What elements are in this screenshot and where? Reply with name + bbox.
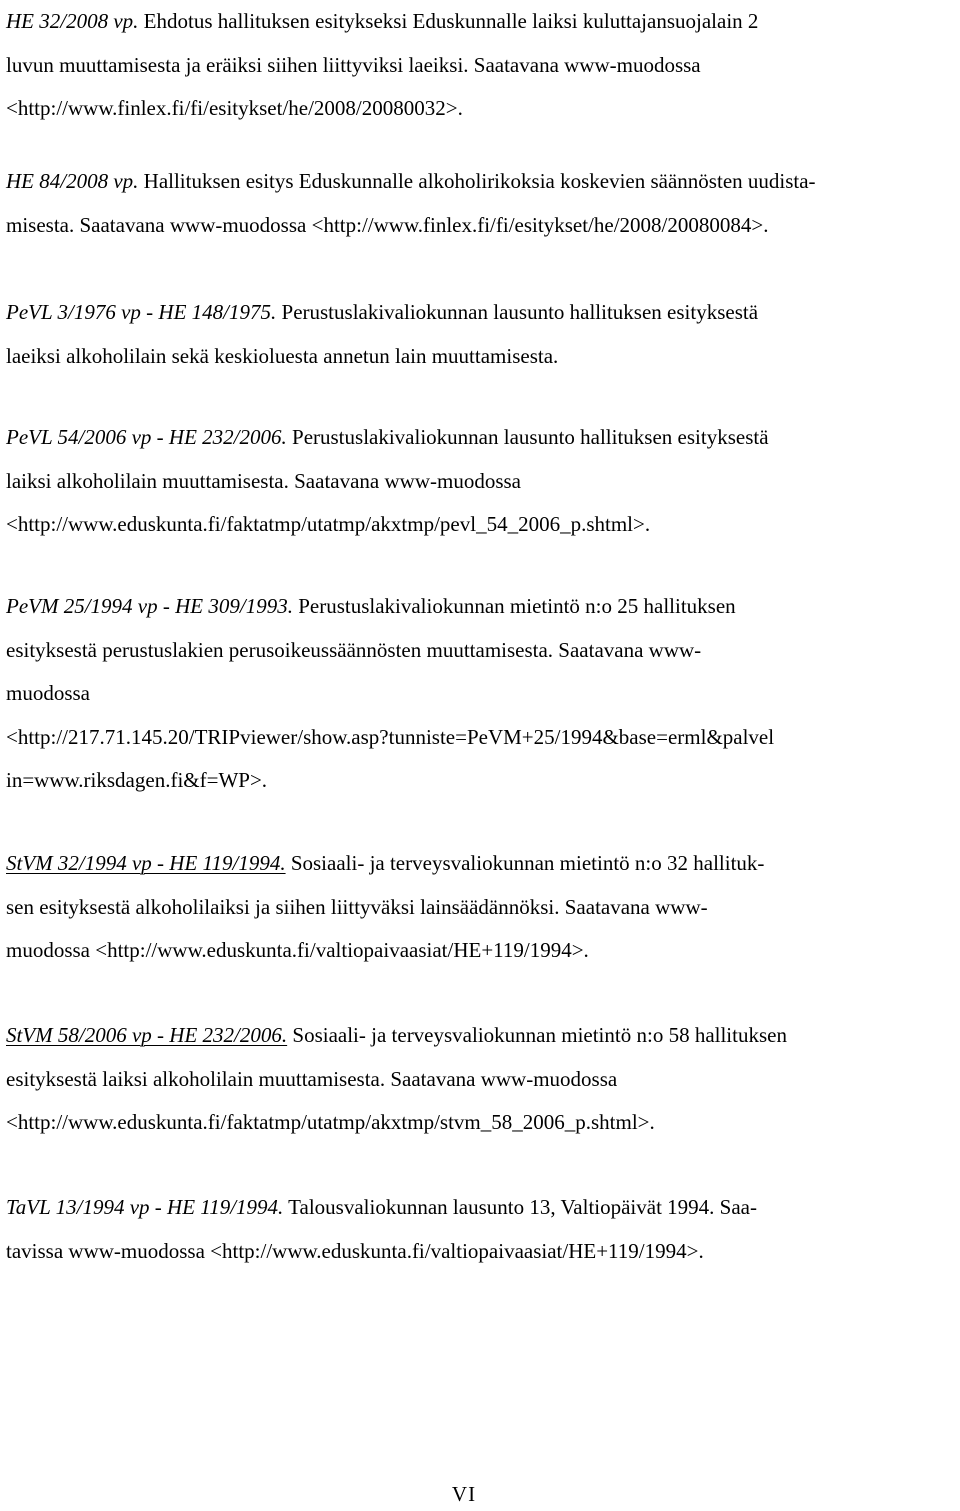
reference-pevl-3-1976 — [6, 291, 922, 378]
reference-stvm-32-1994 — [6, 842, 922, 973]
reference-id: StVM 32/1994 vp - HE 119/1994. — [6, 851, 286, 875]
reference-id: PeVL 54/2006 vp - HE 232/2006. — [6, 425, 287, 449]
reference-line: tavissa www-muodossa <http://www.eduskunta.fi/valtiopaivaasiat/HE+119/1994>. — [6, 1238, 704, 1263]
reference-line: in=www.riksdagen.fi&f=WP>. — [6, 768, 268, 792]
reference-line: laiksi alkoholilain muuttamisesta. Saatavana www-muodossa — [6, 468, 521, 493]
reference-id: TaVL 13/1994 vp - HE 119/1994. — [6, 1195, 284, 1219]
reference-line: TaVL 13/1994 vp - HE 119/1994. Talousvaliokunnan lausunto 13, Valtiopäivät 1994. Saa- — [6, 1195, 757, 1219]
reference-id: PeVL 3/1976 vp - HE 148/1975. — [6, 300, 277, 324]
reference-pevm-25-1994 — [6, 585, 922, 803]
reference-he-32-2008 — [6, 0, 922, 131]
reference-id: PeVM 25/1994 vp - HE 309/1993. — [6, 594, 293, 618]
reference-tavl-13-1994 — [6, 1186, 922, 1273]
reference-line: <http://www.finlex.fi/fi/esitykset/he/2008/20080032>. — [6, 96, 463, 120]
reference-id: HE 32/2008 vp. — [6, 9, 139, 33]
reference-line: HE 32/2008 vp. Ehdotus hallituksen esitykseksi Eduskunnalle laiksi kuluttajansuojalain 2 — [6, 9, 759, 33]
reference-pevl-54-2006 — [6, 416, 922, 547]
reference-line: PeVM 25/1994 vp - HE 309/1993. Perustuslakivaliokunnan mietintö n:o 25 hallituksen — [6, 594, 736, 618]
reference-line: <http://www.eduskunta.fi/faktatmp/utatmp/akxtmp/pevl_54_2006_p.shtml>. — [6, 512, 651, 536]
reference-line: PeVL 54/2006 vp - HE 232/2006. Perustuslakivaliokunnan lausunto hallituksen esityksestä — [6, 425, 769, 449]
reference-stvm-58-2006 — [6, 1014, 922, 1145]
reference-line: <http://www.eduskunta.fi/faktatmp/utatmp/akxtmp/stvm_58_2006_p.shtml>. — [6, 1110, 655, 1134]
reference-line: esityksestä laiksi alkoholilain muuttamisesta. Saatavana www-muodossa — [6, 1066, 618, 1091]
reference-line: muodossa — [6, 681, 90, 705]
page-number: VI — [451, 1482, 477, 1506]
reference-line: laeiksi alkoholilain sekä keskioluesta annetun lain muuttamisesta. — [6, 343, 559, 368]
reference-line: <http://217.71.145.20/TRIPviewer/show.asp?tunniste=PeVM+25/1994&base=erml&palvel — [6, 724, 775, 749]
reference-line: misesta. Saatavana www-muodossa <http://www.finlex.fi/fi/esitykset/he/2008/20080084>. — [6, 212, 769, 237]
reference-line: muodossa <http://www.eduskunta.fi/valtiopaivaasiat/HE+119/1994>. — [6, 938, 589, 962]
document-page — [6, 0, 922, 1511]
reference-line: luvun muuttamisesta ja eräiksi siihen liittyviksi laeiksi. Saatavana www-muodossa — [6, 52, 701, 77]
reference-id: HE 84/2008 vp. — [6, 169, 139, 193]
reference-line: StVM 32/1994 vp - HE 119/1994. Sosiaali- ja terveysvaliokunnan mietintö n:o 32 hallituk- — [6, 851, 765, 875]
reference-he-84-2008 — [6, 160, 922, 247]
reference-line: PeVL 3/1976 vp - HE 148/1975. Perustuslakivaliokunnan lausunto hallituksen esityksestä — [6, 300, 759, 324]
reference-id: StVM 58/2006 vp - HE 232/2006. — [6, 1023, 288, 1047]
reference-line: sen esityksestä alkoholilaiksi ja siihen liittyväksi lainsäädännöksi. Saatavana www- — [6, 894, 708, 919]
reference-line: esityksestä perustuslakien perusoikeussäännösten muuttamisesta. Saatavana www- — [6, 637, 702, 662]
reference-line: StVM 58/2006 vp - HE 232/2006. Sosiaali- ja terveysvaliokunnan mietintö n:o 58 hallituksen — [6, 1023, 787, 1047]
reference-line: HE 84/2008 vp. Hallituksen esitys Eduskunnalle alkoholirikoksia koskevien säännösten uudista- — [6, 169, 816, 193]
